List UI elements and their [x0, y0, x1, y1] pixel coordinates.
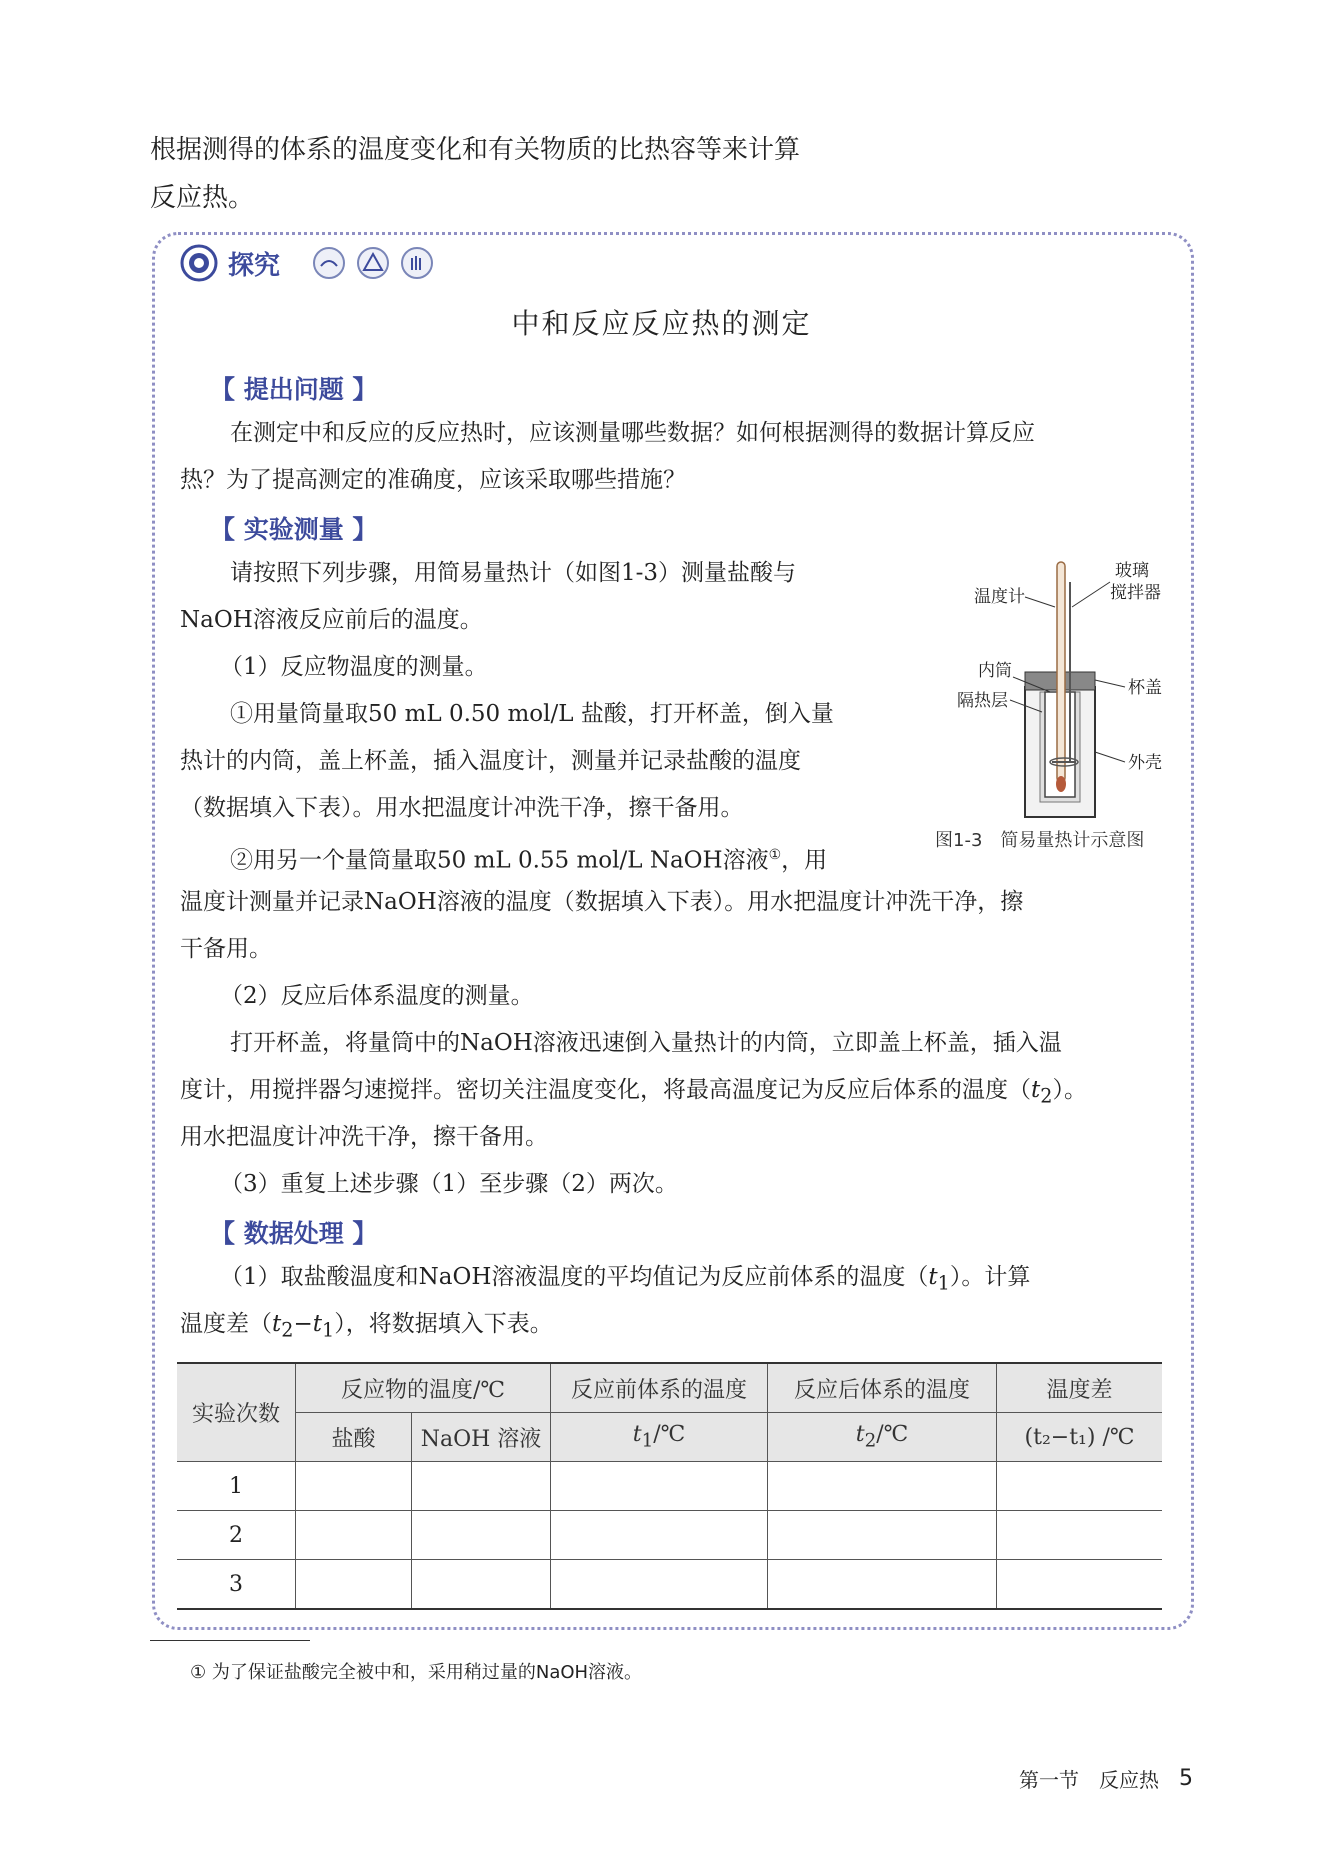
intro-line-1: 根据测得的体系的温度变化和有关物质的比热容等来计算 — [150, 135, 801, 165]
explore-label: 探究 — [228, 250, 281, 281]
explore-header — [180, 244, 280, 282]
footnote: ① 为了保证盐酸完全被中和，采用稍过量的NaOH溶液。 — [190, 1662, 643, 1683]
intro-paragraph — [150, 126, 800, 222]
table-header-row-1 — [177, 1363, 1162, 1413]
header-diff: 温度差 — [997, 1363, 1163, 1413]
label-insulation: 隔热层 — [957, 691, 1008, 711]
thermometer — [1057, 562, 1065, 782]
table-cell — [296, 1511, 412, 1560]
table-cell — [412, 1511, 551, 1560]
header-before: 反应前体系的温度 — [551, 1363, 768, 1413]
label-thermometer: 温度计 — [974, 587, 1025, 607]
var-t: t — [312, 1311, 322, 1337]
target-icon — [180, 244, 218, 282]
measure-line-1: 请按照下列步骤，用简易量热计（如图1-3）测量盐酸与 — [230, 560, 797, 586]
data-table — [177, 1362, 1162, 1610]
header-reactant-temp: 反应物的温度/℃ — [296, 1363, 551, 1413]
measure-line-6: （数据填入下表）。用水把温度计冲洗干净，擦干备用。 — [180, 795, 744, 821]
section-question: 【 提出问题 】 — [210, 375, 378, 404]
header-trial: 实验次数 — [177, 1363, 296, 1462]
header-t1 — [551, 1413, 768, 1462]
measure-line-3: （1）反应物温度的测量。 — [220, 654, 488, 680]
trial-number: 3 — [177, 1560, 296, 1610]
header-naoh: NaOH 溶液 — [412, 1413, 551, 1462]
var-t: t — [1031, 1077, 1041, 1103]
table-cell — [412, 1462, 551, 1511]
var-t: t — [928, 1264, 938, 1290]
header-t2-unit: /℃ — [876, 1422, 909, 1448]
table-cell — [768, 1462, 997, 1511]
header-after: 反应后体系的温度 — [768, 1363, 997, 1413]
data-line-1-end: ）。计算 — [949, 1264, 1031, 1290]
measure-line-14: （3）重复上述步骤（1）至步骤（2）两次。 — [220, 1171, 678, 1197]
section-data-processing: 【 数据处理 】 — [210, 1219, 378, 1248]
table-cell — [551, 1462, 768, 1511]
flask-icon — [312, 246, 346, 280]
var-sub: 1 — [937, 1271, 950, 1295]
measure-line-7-end: ，用 — [781, 847, 828, 874]
var-sub: 2 — [1040, 1084, 1053, 1108]
intro-line-2: 反应热。 — [150, 183, 255, 213]
measure-line-12 — [180, 1067, 1087, 1120]
minus-sign: − — [293, 1311, 313, 1337]
measure-line-12-text: 度计，用搅拌器匀速搅拌。密切关注温度变化，将最高温度记为反应后体系的温度（ — [180, 1077, 1031, 1103]
header-t1-unit: /℃ — [653, 1422, 686, 1448]
trial-number: 2 — [177, 1511, 296, 1560]
trial-number: 1 — [177, 1462, 296, 1511]
label-shell: 外壳 — [1128, 753, 1162, 773]
table-cell — [551, 1560, 768, 1610]
var-sub: 1 — [321, 1318, 335, 1342]
question-line-2: 热？为了提高测定的准确度，应该采取哪些措施？ — [180, 467, 686, 493]
page-footer — [1019, 1764, 1193, 1793]
label-stirrer-2: 搅拌器 — [1110, 583, 1161, 603]
measure-line-7 — [230, 832, 827, 885]
measure-line-12-end: ）。 — [1052, 1077, 1087, 1103]
label-lid: 杯盖 — [1128, 678, 1162, 698]
label-stirrer-1: 玻璃 — [1115, 561, 1149, 581]
measure-line-13: 用水把温度计冲洗干净，擦干备用。 — [180, 1124, 548, 1150]
label-inner-cup: 内筒 — [978, 661, 1012, 681]
measure-line-10: （2）反应后体系温度的测量。 — [220, 983, 534, 1009]
table-cell — [412, 1560, 551, 1610]
footnote-ref: ① — [768, 847, 782, 863]
footnote-divider — [150, 1640, 310, 1641]
section-measurement: 【 实验测量 】 — [210, 515, 378, 544]
header-t2 — [768, 1413, 997, 1462]
var-t: t — [272, 1311, 282, 1337]
data-line-1-text: （1）取盐酸温度和NaOH溶液温度的平均值记为反应前体系的温度（ — [220, 1264, 929, 1290]
table-cell — [296, 1462, 412, 1511]
hand-icon — [400, 246, 434, 280]
header-hcl: 盐酸 — [296, 1413, 412, 1462]
header-t1-sub: 1 — [641, 1430, 654, 1452]
data-line-2 — [180, 1301, 553, 1354]
data-line-2-text: 温度差（ — [180, 1311, 272, 1337]
table-cell — [997, 1560, 1163, 1610]
table-row — [177, 1560, 1162, 1610]
table-cell — [997, 1462, 1163, 1511]
data-line-2-end: ），将数据填入下表。 — [334, 1311, 553, 1337]
measure-line-5: 热计的内筒，盖上杯盖，插入温度计，测量并记录盐酸的温度 — [180, 748, 801, 774]
measure-line-11: 打开杯盖，将量筒中的NaOH溶液迅速倒入量热计的内筒，立即盖上杯盖，插入温 — [230, 1030, 1062, 1056]
explore-title: 中和反应反应热的测定 — [511, 307, 812, 340]
table-cell — [296, 1560, 412, 1610]
table-row — [177, 1462, 1162, 1511]
measure-line-7-text: ②用另一个量筒量取50 mL 0.55 mol/L NaOH溶液 — [230, 847, 769, 874]
footer-section: 第一节 反应热 — [1019, 1768, 1159, 1792]
measure-line-4: ①用量筒量取50 mL 0.50 mol/L 盐酸，打开杯盖，倒入量 — [230, 701, 834, 727]
header-t2-sub: 2 — [864, 1430, 877, 1452]
measure-line-2: NaOH溶液反应前后的温度。 — [180, 607, 483, 633]
page-number: 5 — [1179, 1766, 1193, 1791]
thermometer-bulb — [1056, 776, 1066, 792]
measure-line-9: 干备用。 — [180, 936, 272, 962]
atom-icon — [356, 246, 390, 280]
calorimeter-figure — [930, 552, 1200, 872]
header-diff-expr: (t₂−t₁) /℃ — [997, 1413, 1163, 1462]
table-header-row-2 — [177, 1413, 1162, 1462]
table-cell — [768, 1560, 997, 1610]
question-line-1: 在测定中和反应的反应热时，应该测量哪些数据？如何根据测得的数据计算反应 — [230, 420, 1035, 446]
table-row — [177, 1511, 1162, 1560]
table-cell — [997, 1511, 1163, 1560]
measure-line-8: 温度计测量并记录NaOH溶液的温度（数据填入下表）。用水把温度计冲洗干净，擦 — [180, 889, 1024, 915]
table-cell — [551, 1511, 768, 1560]
table-cell — [768, 1511, 997, 1560]
header-t1-var: t — [632, 1422, 642, 1448]
header-t2-var: t — [855, 1422, 865, 1448]
data-line-1 — [220, 1254, 1030, 1307]
explore-sub-icons — [312, 246, 434, 280]
figure-caption: 图1-3 简易量热计示意图 — [935, 830, 1145, 851]
var-sub: 2 — [281, 1318, 294, 1342]
